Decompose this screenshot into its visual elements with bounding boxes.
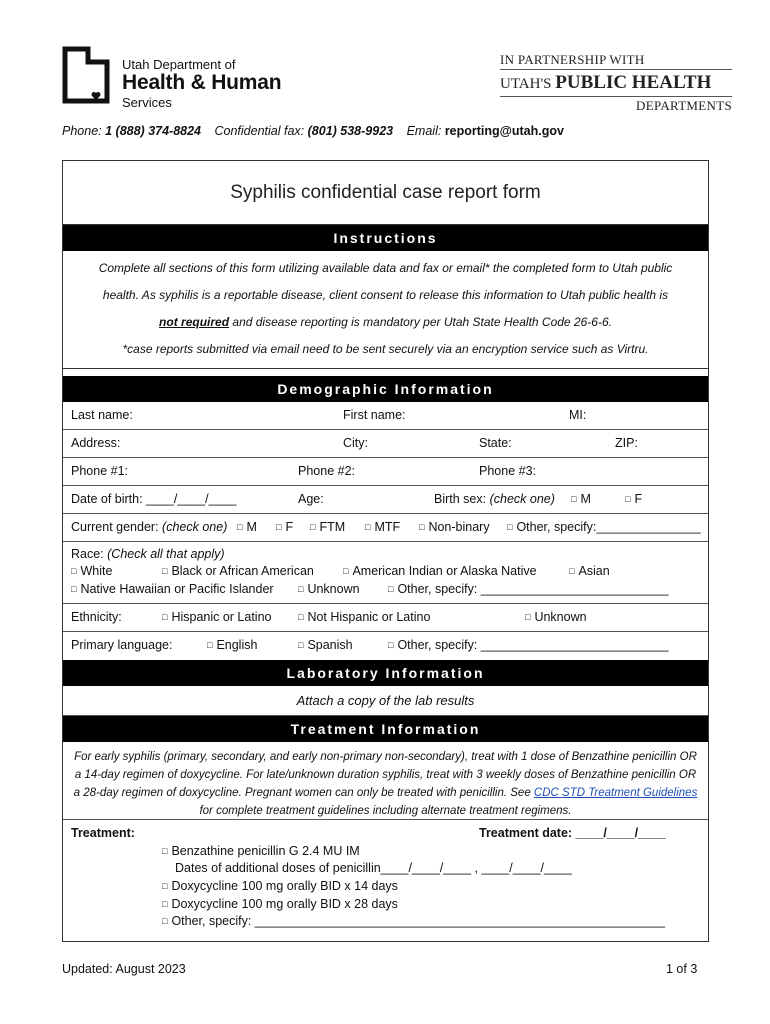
race-label: Race: (Check all that apply) — [71, 547, 225, 561]
language-other-checkbox[interactable]: □ Other, specify: ___________________________ — [388, 638, 669, 652]
updated-date: Updated: August 2023 — [62, 962, 186, 976]
demographic-header: Demographic Information — [63, 376, 708, 402]
birth-sex-f-checkbox[interactable]: □ F — [625, 492, 642, 506]
language-label: Primary language: — [71, 638, 173, 652]
ethnicity-row — [63, 604, 708, 632]
gender-m-checkbox[interactable]: □ M — [237, 520, 257, 534]
dob-field[interactable]: Date of birth: ____/____/____ — [71, 492, 237, 506]
email-link[interactable]: reporting@utah.gov — [444, 124, 564, 138]
gender-row — [63, 514, 708, 542]
birth-sex-m-checkbox[interactable]: □ M — [571, 492, 591, 506]
treatment-date-field[interactable]: Treatment date: ____/____/____ — [479, 826, 666, 840]
address-field[interactable]: Address: — [71, 436, 121, 450]
treatment-label: Treatment: — [71, 826, 135, 840]
partner-line1: IN PARTNERSHIP WITH — [500, 52, 732, 70]
udhhs-logo — [62, 46, 302, 108]
cdc-guidelines-link[interactable]: CDC STD Treatment Guidelines — [533, 787, 698, 799]
fax-number: (801) 538-9923 — [307, 124, 394, 138]
race-white-checkbox[interactable]: □ White — [71, 564, 112, 578]
last-name-field[interactable]: Last name: — [71, 408, 133, 422]
gender-ftm-checkbox[interactable]: □ FTM — [310, 520, 345, 534]
race-black-checkbox[interactable]: □ Black or African American — [162, 564, 314, 578]
instructions-header: Instructions — [63, 225, 708, 251]
tx-other-checkbox[interactable]: □ Other, specify: ___________________________________________________________ — [162, 914, 665, 928]
treatment-note: For early syphilis (primary, secondary, and early non-primary non-secondary), treat with 1 dose of Benzathine penicillin OR a 14-day regimen of doxycycline. For late/unknown duration syphilis, treat with 3 weekly doses of Benzathine penicillin OR a 28-day regimen of doxycycline. Pregnant women can only be treated with penicillin. See CDC STD Treatment Guidelines for complete treatment guidelines including alternate treatment regimens. — [63, 742, 708, 820]
age-field[interactable]: Age: — [298, 492, 324, 506]
birth-sex-label: Birth sex: (check one) — [434, 492, 555, 506]
state-field[interactable]: State: — [479, 436, 512, 450]
city-field[interactable]: City: — [343, 436, 368, 450]
tx-doxy14-checkbox[interactable]: □ Doxycycline 100 mg orally BID x 14 days — [162, 879, 398, 893]
mi-field[interactable]: MI: — [569, 408, 587, 422]
partner-logo — [500, 52, 732, 114]
lab-header: Laboratory Information — [63, 660, 708, 686]
phone1-field[interactable]: Phone #1: — [71, 464, 128, 478]
name-row — [63, 402, 708, 430]
partner-line2: UTAH'S PUBLIC HEALTH — [500, 72, 712, 93]
zip-field[interactable]: ZIP: — [615, 436, 638, 450]
tx-bicillin-checkbox[interactable]: □ Benzathine penicillin G 2.4 MU IM — [162, 844, 360, 858]
form-title: Syphilis confidential case report form — [63, 161, 708, 225]
utah-state-logo-icon — [62, 46, 110, 104]
contact-line: Phone: 1 (888) 374-8824 Confidential fax: (801) 538-9923 Email: reporting@utah.gov — [62, 124, 564, 138]
phone2-field[interactable]: Phone #2: — [298, 464, 355, 478]
instructions-text: Complete all sections of this form utilizing available data and fax or email* the completed form to Utah public health. As syphilis is a reportable disease, client consent to release this information to Utah public health is not required and disease reporting is mandatory per Utah State Health Code 26-6-6. *case reports submitted via email need to be sent securely via an encryption service such as Virtru. — [63, 251, 708, 369]
first-name-field[interactable]: First name: — [343, 408, 406, 422]
phone-row — [63, 458, 708, 486]
org-name-line1: Utah Department of — [122, 57, 236, 72]
race-row — [63, 542, 708, 604]
language-row — [63, 632, 708, 660]
race-other-checkbox[interactable]: □ Other, specify: ___________________________ — [388, 582, 669, 596]
ethnicity-not-hispanic-checkbox[interactable]: □ Not Hispanic or Latino — [298, 610, 430, 624]
tx-additional-doses-field[interactable]: Dates of additional doses of penicillin____/____/____ , ____/____/____ — [175, 861, 572, 875]
race-aian-checkbox[interactable]: □ American Indian or Alaska Native — [343, 564, 537, 578]
race-nhpi-checkbox[interactable]: □ Native Hawaiian or Pacific Islander — [71, 582, 274, 596]
gender-label: Current gender: (check one) — [71, 520, 228, 534]
org-name-line2: Health & Human — [122, 71, 282, 94]
ethnicity-label: Ethnicity: — [71, 610, 122, 624]
tx-doxy28-checkbox[interactable]: □ Doxycycline 100 mg orally BID x 28 days — [162, 897, 398, 911]
org-name-line3: Services — [122, 95, 172, 110]
address-row — [63, 430, 708, 458]
phone-number: 1 (888) 374-8824 — [105, 124, 202, 138]
language-english-checkbox[interactable]: □ English — [207, 638, 257, 652]
case-report-form — [62, 160, 709, 942]
page-number: 1 of 3 — [666, 962, 698, 976]
language-spanish-checkbox[interactable]: □ Spanish — [298, 638, 353, 652]
gender-nonbinary-checkbox[interactable]: □ Non-binary — [419, 520, 490, 534]
ethnicity-unknown-checkbox[interactable]: □ Unknown — [525, 610, 587, 624]
dob-row — [63, 486, 708, 514]
partner-line3: DEPARTMENTS — [500, 96, 732, 114]
phone3-field[interactable]: Phone #3: — [479, 464, 536, 478]
gender-other-checkbox[interactable]: □ Other, specify:_______________ — [507, 520, 701, 534]
ethnicity-hispanic-checkbox[interactable]: □ Hispanic or Latino — [162, 610, 272, 624]
lab-note: Attach a copy of the lab results — [63, 686, 708, 716]
race-unknown-checkbox[interactable]: □ Unknown — [298, 582, 360, 596]
treatment-header: Treatment Information — [63, 716, 708, 742]
gender-mtf-checkbox[interactable]: □ MTF — [365, 520, 400, 534]
race-asian-checkbox[interactable]: □ Asian — [569, 564, 610, 578]
gender-f-checkbox[interactable]: □ F — [276, 520, 293, 534]
treatment-block — [63, 820, 708, 933]
